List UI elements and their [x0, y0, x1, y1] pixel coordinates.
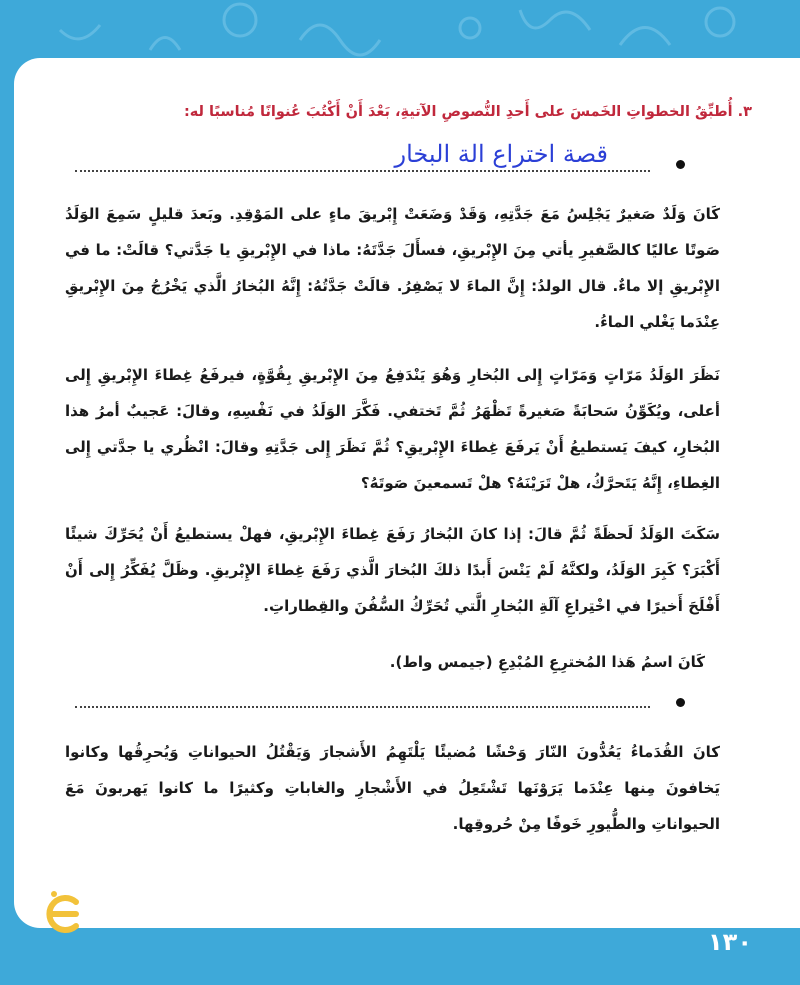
exercise-instruction: ٣. أُطبِّقُ الخطواتِ الخَمسَ على أَحدِ النُّصوصِ الآتيةِ، بَعْدَ أَنْ أَكْتُبَ عُنوانًا مُناسبًا له:: [183, 104, 752, 120]
story2-paragraph: كانَ القُدَماءُ يَعُدُّونَ النّارَ وَحْشًا مُضيئًا يَلْتَهِمُ الأَشجارَ وَيَقْتُلُ الحيواناتِ وَيُحرِقُها وكانوا يَخافونَ مِنها عِنْدَما يَرَوْنَها تَشْتَعِلُ في الأَشْجارِ والغاباتِ وكثيرًا ما كانوا يَهربونَ مَعَ الحيواناتِ والطُّيورِ خَوفًا مِنْ حُروقِها.: [65, 743, 720, 833]
publisher-logo-icon: [32, 888, 88, 936]
story1-paragraph-3: سَكَتَ الوَلَدُ لَحظَةً ثُمَّ قالَ: إذا كانَ البُخارُ رَفَعَ غِطاءَ الإِبْريقِ، فهلْ يستطيعُ أَنْ يُحَرِّكَ شيئًا أَكْبَرَ؟ كَبِرَ الوَلَدُ، ولكنَّهُ لَمْ يَنْسَ أَبدًا ذلكَ البُخارَ الَّذي رَفَعَ غِطاءَ الإِبْريقِ. وظَلَّ يُفَكِّرُ إِلى أَنْ أَفْلَحَ أَخيرًا في اخْتِراعِ آلَةِ البُخارِ الَّتي تُحَرِّكُ السُّفُنَ والقِطاراتِ.: [65, 525, 720, 615]
title-answer-line-2: [75, 706, 650, 708]
story1-paragraph-2: نَظَرَ الوَلَدُ مَرّاتٍ وَمَرّاتٍ إِلى البُخارِ وَهُوَ يَنْدَفِعُ مِنَ الإِبْريقِ بِقُوَّةٍ، فيرفَعُ غِطاءَ الإِبْريقِ إِلى أعلى، ويُكَوِّنُ سَحابَةً صَغيرةً تَظْهَرُ ثُمَّ تَختفي. فَكَّرَ الوَلَدُ في نَفْسِهِ، وقالَ: عَجيبٌ أمرُ هذا البُخارِ، كيفَ يَستطيعُ أَنْ يَرفَعَ غِطاءَ الإِبْريقِ؟ ثُمَّ نَظَرَ إِلى جَدَّتِهِ وقالَ: انْظُري يا جدَّتي إِلى الغِطاءِ، إِنَّهُ يَتَحرَّكُ، هلْ تَرَيْنَهُ؟ هلْ تَسمعينَ صَوتَهُ؟: [65, 366, 720, 492]
bullet-story-2: [676, 698, 685, 707]
page-number: ١٣٠: [708, 928, 752, 956]
title-answer-line-1: [75, 170, 650, 172]
story1-closing: كَانَ اسمُ هَذا المُخترِعِ المُبْدِعِ (جيمس واط).: [389, 653, 705, 671]
handwritten-title: قصة اختراع الة البخار: [394, 140, 608, 168]
story1-paragraph-1: كَانَ وَلَدٌ صَغيرٌ يَجْلِسُ مَعَ جَدَّتِهِ، وَقَدْ وَضَعَتْ إِبْريقَ ماءٍ على المَوْقِدِ. وبَعدَ قليلٍ سَمِعَ الوَلَدُ صَوتًا عاليًا كالصَّفيرِ يأتي مِنَ الإِبْريقِ، فسأَلَ جَدَّتَهُ: ماذا في الإِبْريقِ يا جَدَّتي؟ قالَتْ: ما في الإِبْريقِ إلا ماءٌ. قال الولدُ: إِنَّ الماءَ لا يَصْفِرُ. قالَتْ جَدَّتُهُ: إِنَّهُ البُخارُ الَّذي يَخْرُجُ مِنَ الإِبْريقِ عِنْدَما يَغْلي الماءُ.: [65, 205, 720, 331]
bullet-story-1: [676, 160, 685, 169]
